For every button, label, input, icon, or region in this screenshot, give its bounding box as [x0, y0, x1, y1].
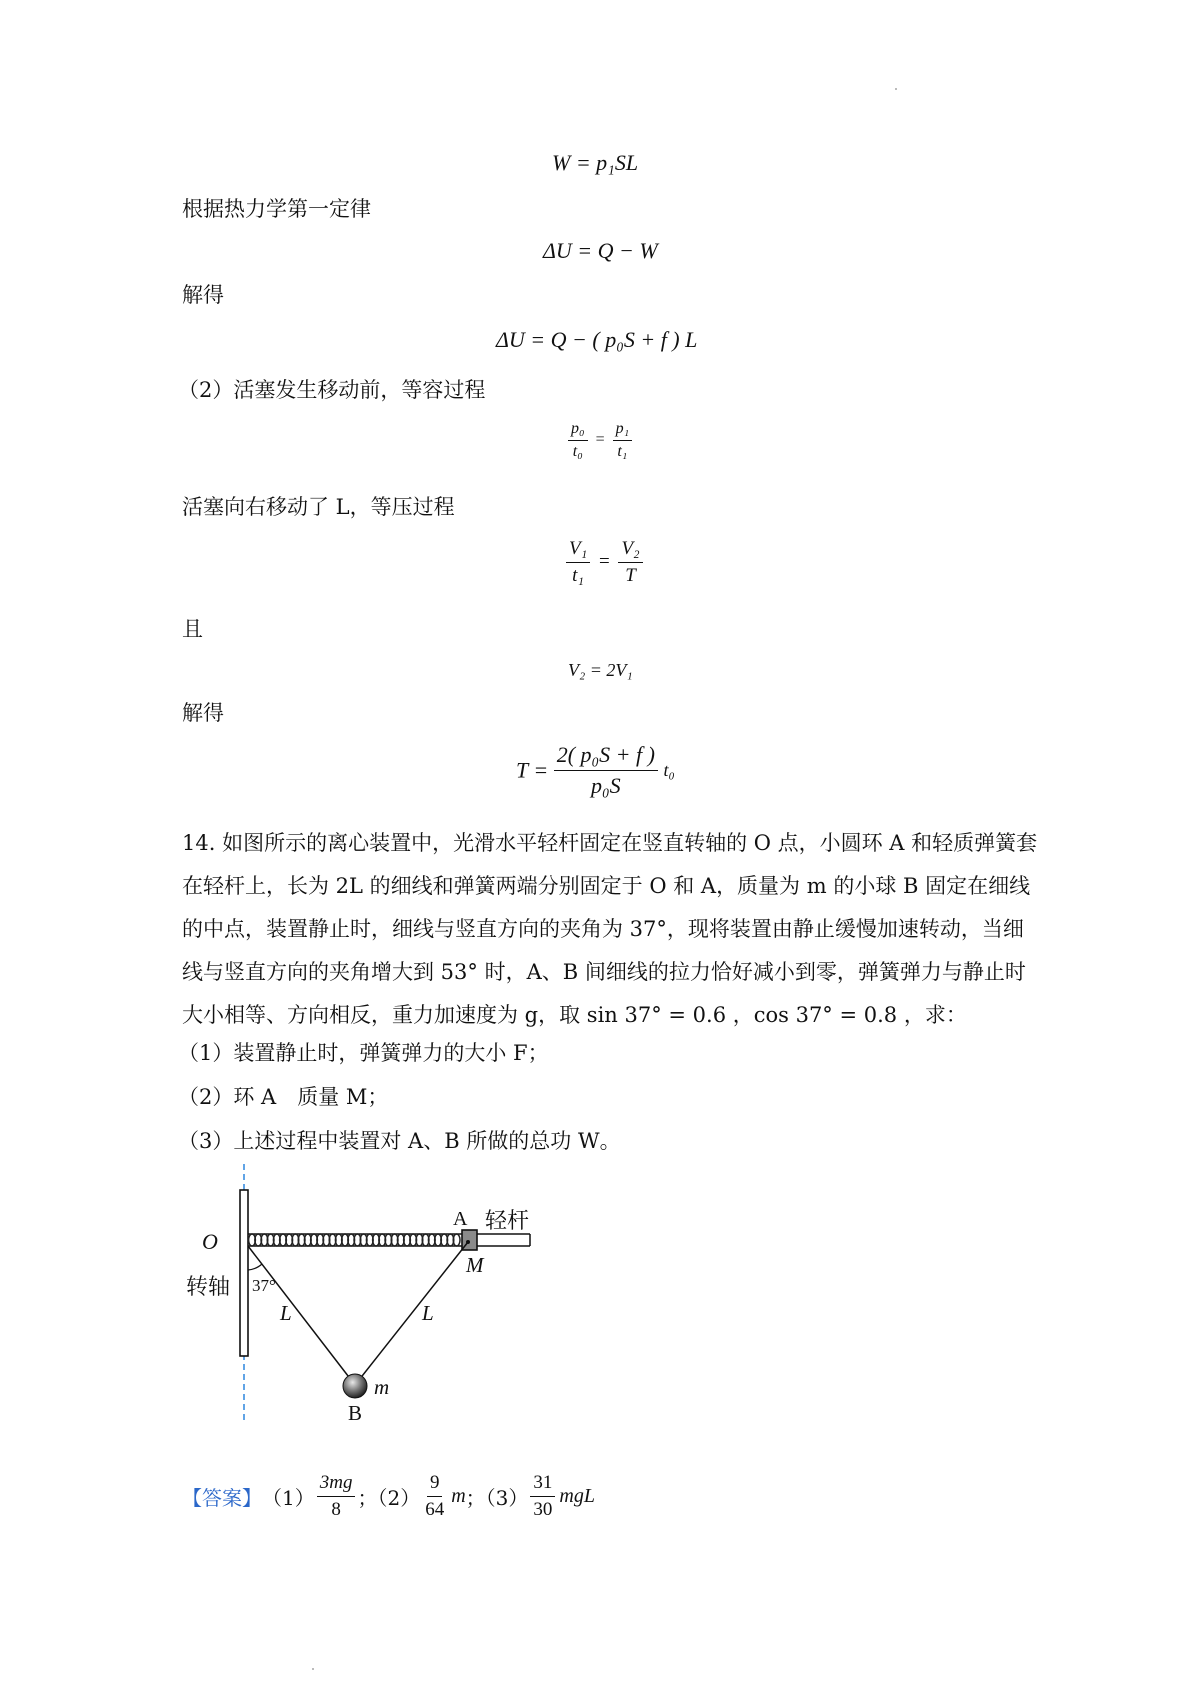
question-2: （2）环 A 质量 M；	[178, 1085, 389, 1109]
string-OB	[248, 1246, 355, 1385]
answer-3-fraction	[530, 1472, 555, 1521]
equation-temperature	[516, 742, 675, 799]
frac-num: 3mg	[317, 1472, 356, 1497]
frac-num: 9	[427, 1472, 443, 1497]
equation-isobaric: $\frac{\text{V₁}}{\text{t₁}}$ = $\frac{\text{V₂}}{T}$	[566, 538, 643, 587]
spring	[249, 1234, 460, 1246]
answer-sep2: ；（3）	[465, 1486, 529, 1510]
frac-num: V₂	[618, 538, 642, 563]
answer-part1: （1）	[262, 1486, 315, 1510]
string-AB	[355, 1242, 468, 1385]
frac-den: T	[625, 565, 636, 586]
question-3: （3）上述过程中装置对 A、B 所做的总功 W。	[178, 1129, 621, 1153]
frac-den: t₁	[617, 443, 628, 460]
label-m: m	[374, 1375, 390, 1399]
answer-1-fraction	[317, 1472, 356, 1521]
frac-den: p₀S	[590, 773, 621, 798]
scan-speck	[312, 1668, 314, 1670]
label-B: B	[348, 1401, 363, 1425]
label-L-left: L	[280, 1301, 292, 1325]
text-solve-2: 解得	[182, 701, 224, 725]
equation-isochoric: $\frac{\text{p₀}}{\text{t₀}}$ = $\frac{\text{p₁}}{\text{t₁}}$	[568, 420, 632, 461]
equation-v2: V₂ = 2V₁	[568, 660, 633, 680]
frac-num: p₁	[613, 420, 633, 441]
answer-line	[182, 1472, 595, 1521]
frac-num: p₀	[568, 420, 588, 441]
frac-den: t₀	[572, 443, 583, 460]
text-piston-move: 活塞向右移动了 L，等压过程	[182, 495, 455, 519]
label-rod: 轻杆	[485, 1209, 530, 1234]
equation-work: W = p₁SL	[552, 150, 639, 175]
equation-first-law: ΔU = Q − W	[543, 238, 658, 263]
frac-num: 31	[530, 1472, 555, 1497]
frac-num: V₁	[566, 538, 590, 563]
text-solve-1: 解得	[182, 283, 224, 307]
frac-num: 2( p₀S + f )	[554, 742, 658, 771]
label-O: O	[202, 1229, 218, 1254]
problem-14-stem	[182, 822, 1042, 1037]
eq-lhs: T =	[516, 757, 549, 783]
answer-tag: 【答案】	[182, 1486, 262, 1510]
frac-den: t₁	[572, 565, 585, 586]
label-axis: 转轴	[186, 1275, 231, 1300]
frac-den: 8	[331, 1499, 341, 1520]
eq-tail: t₀	[663, 760, 675, 780]
centrifuge-diagram	[180, 1160, 560, 1425]
label-angle: 37°	[252, 1276, 276, 1295]
answer-sep1: ；（2）	[357, 1486, 421, 1510]
answer-2-tail: m	[451, 1485, 466, 1507]
text-and: 且	[182, 617, 203, 641]
frac-den: 64	[425, 1499, 445, 1520]
label-A: A	[453, 1208, 468, 1230]
ball-B	[343, 1374, 367, 1398]
question-1: （1）装置静止时，弹簧弹力的大小 F；	[178, 1041, 549, 1065]
label-M: M	[466, 1253, 484, 1277]
frac-den: 30	[533, 1499, 553, 1520]
text-part-2: （2）活塞发生移动前，等容过程	[178, 378, 486, 402]
answer-2-fraction	[422, 1472, 447, 1521]
text-first-law: 根据热力学第一定律	[182, 197, 371, 221]
angle-arc	[248, 1264, 262, 1270]
scan-speck	[895, 88, 897, 90]
shaft	[240, 1190, 248, 1356]
equation-delta-u: ΔU = Q − ( p₀S + f ) L	[496, 327, 698, 352]
label-L-right: L	[422, 1301, 434, 1325]
answer-3-tail: mgL	[559, 1485, 595, 1507]
problem-stem-text: 14. 如图所示的离心装置中，光滑水平轻杆固定在竖直转轴的 O 点，小圆环 A 和轻质弹簧套在轻杆上，长为 2L 的细线和弹簧两端分别固定于 O 和 A，质量为 m 的小球 B 固定在细线的中点，装置静止时，细线与竖直方向的夹角为 37°，现将装置由静止缓慢加速转动，当细线与竖直方向的夹角增大到 53° 时，A、B 间细线的拉力恰好减小到零，弹簧弹力与静止时大小相等、方向相反，重力加速度为 g，取 sin 37° = 0.6 ，cos 37° = 0.8 ，求：	[182, 831, 1038, 1027]
